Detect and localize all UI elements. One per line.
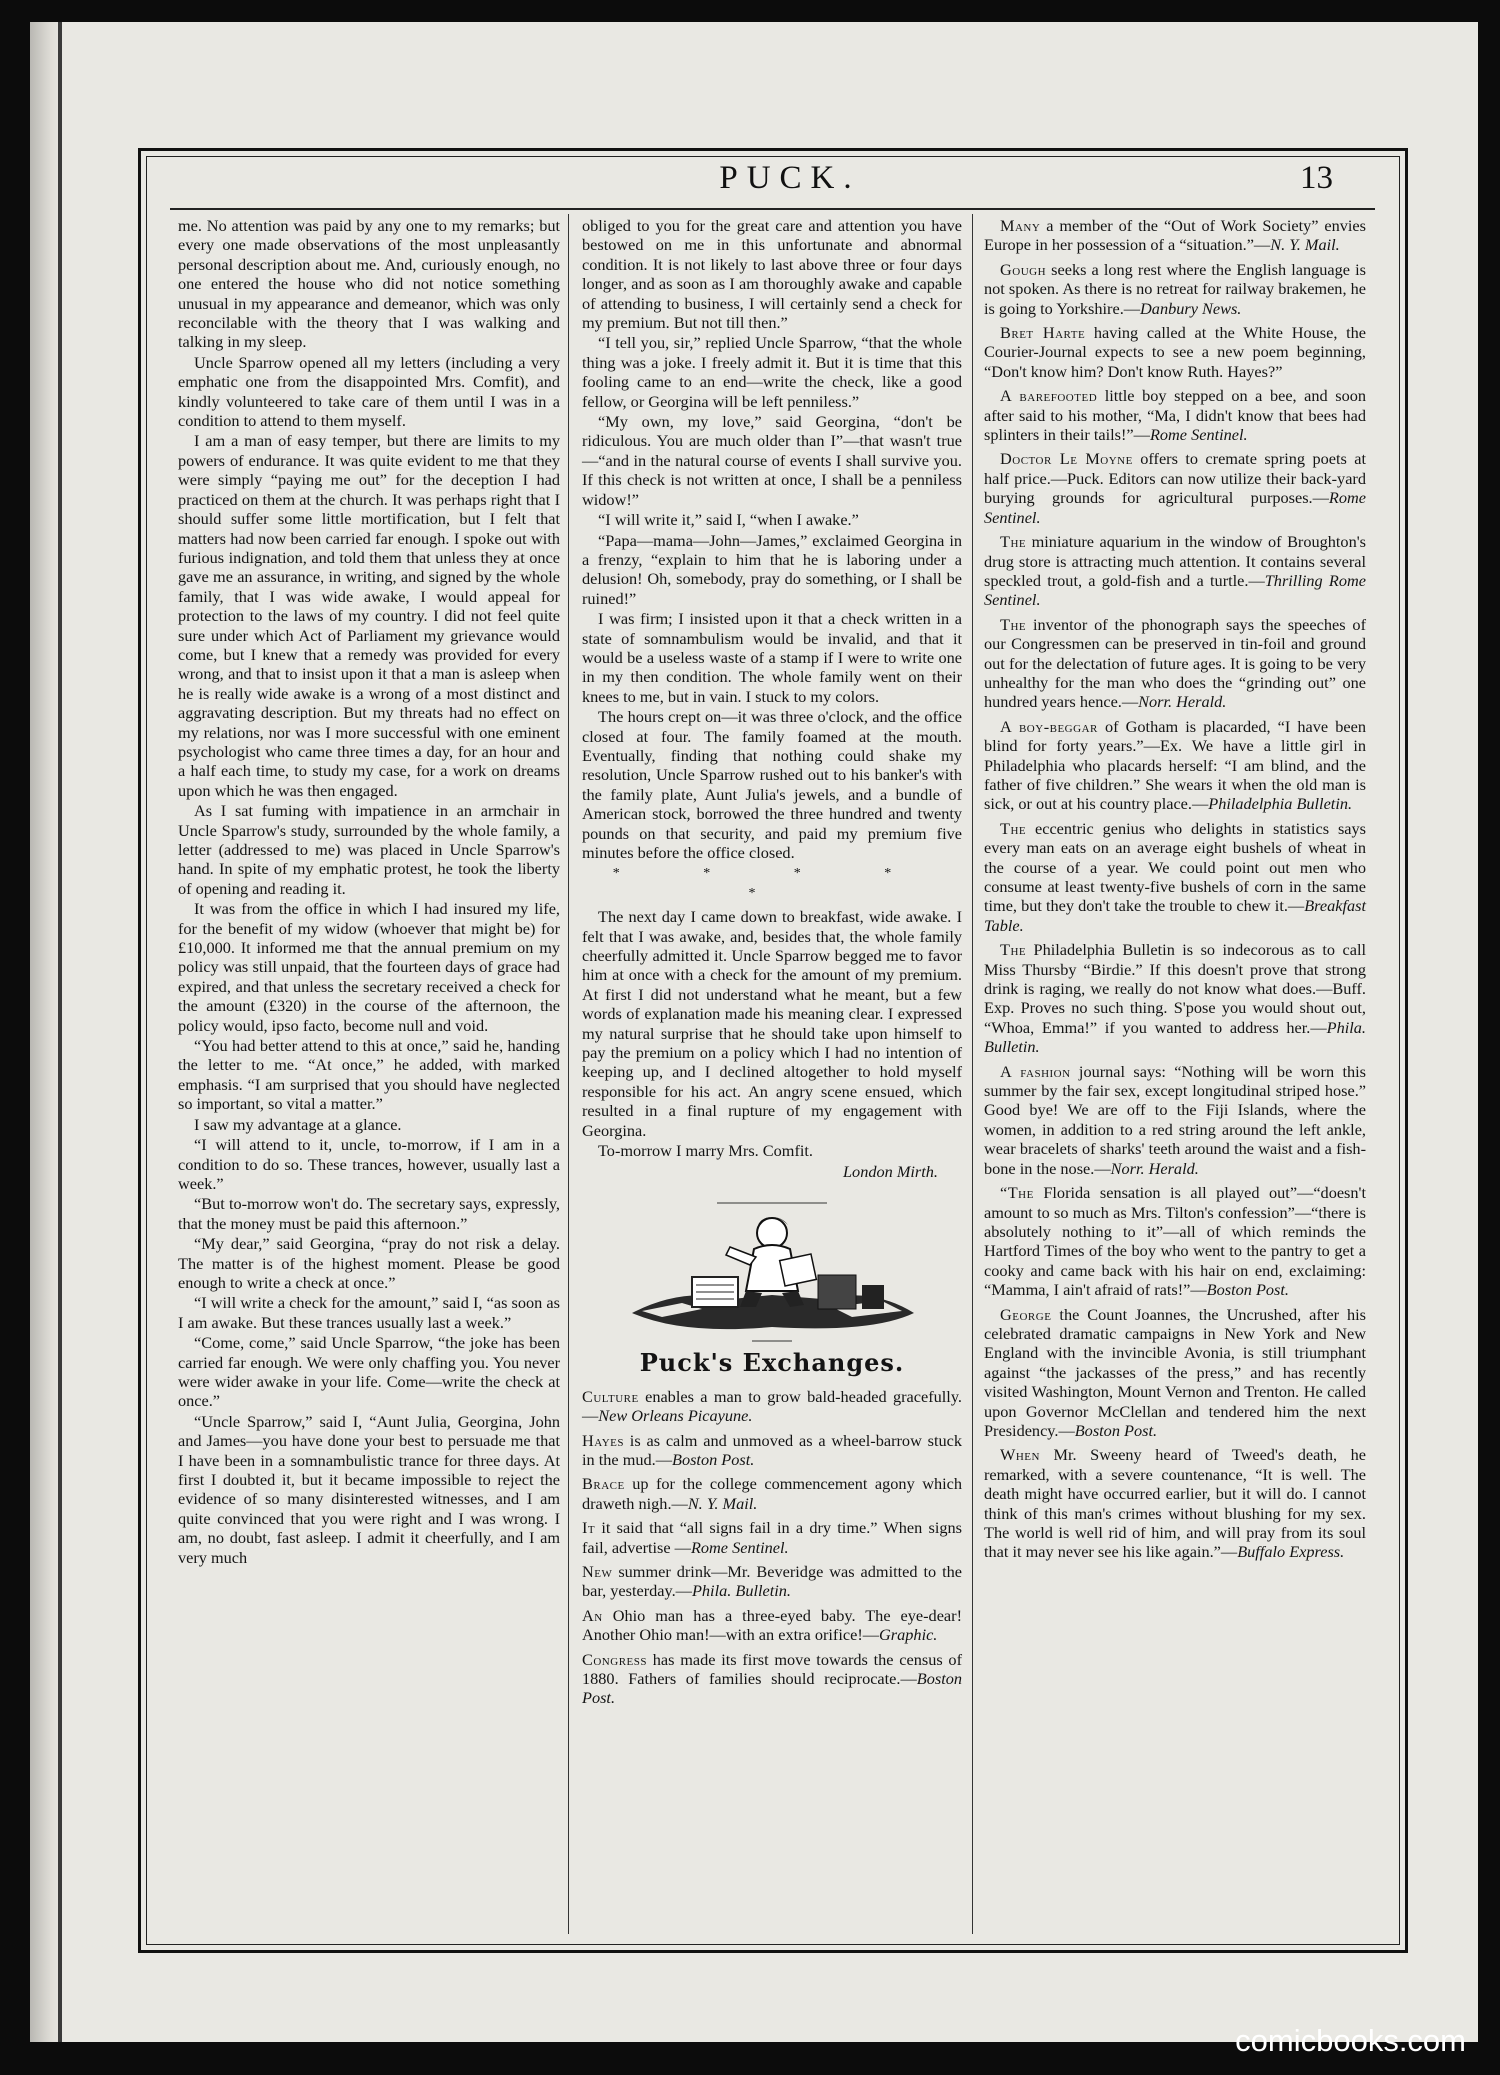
exchange-item: An Ohio man has a three-eyed baby. The eye-dear! Another Ohio man!—with an extra orifice!—Graphic. <box>582 1605 962 1645</box>
binding-edge <box>58 22 62 2042</box>
exchange-item: George the Count Joannes, the Uncrushed, after his celebrated dramatic campaigns in New York and New England with the invincible Avonia, is still triumphant against “the jackasses of the press,” and has recently visited Washington, Mount Vernon and Trenton. He called upon Governor McClellan and tendered him the next Presidency.—Boston Post. <box>984 1304 1366 1440</box>
exchanges-illustration <box>582 1195 962 1349</box>
exchange-item: “The Florida sensation is all played out”—“doesn't amount to so much as Mrs. Tilton's confession”—“there is absolutely nothing to it”—all of which reminds the Hartford Times of the boy who went to the pantry to get a cooky and came back with his hair on end, exclaiming: “Mamma, I ain't afraid of rats!”—Boston Post. <box>984 1183 1366 1300</box>
story-column-2 <box>582 216 962 1713</box>
paragraph: “My own, my love,” said Georgina, “don't be ridiculous. You are much older than I”—that wasn't true—“and in the natural course of events I shall survive you. If this check is not written at once, I shall be a penniless widow!” <box>582 412 962 509</box>
exchanges-heading: Puck's Exchanges. <box>639 1348 905 1378</box>
paragraph: I saw my advantage at a glance. <box>194 1114 402 1134</box>
paragraph: “Papa—mama—John—James,” exclaimed Georgina in a frenzy, “explain to him that he is laboring under a delusion! Oh, somebody, pray do something, or I shall be ruined!” <box>582 530 962 608</box>
exchanges-column-3 <box>984 216 1366 1567</box>
exchange-item: Gough seeks a long rest where the English language is not spoken. As there is no retreat for railway brakemen, he is going to Yorkshire.—Danbury News. <box>984 259 1366 318</box>
paragraph: “Uncle Sparrow,” said I, “Aunt Julia, Georgina, John and James—you have done your best to persuade me that I have been in a somnambulistic trance for three days. At first I doubted it, but it became impossible to reject the evidence of so many disinterested witnesses, and I am quite convinced that you were right and I was wrong. I am, no doubt, fast asleep. I admit it cheerfully, and I am very much <box>178 1411 560 1567</box>
paragraph: It was from the office in which I had insured my life, for the benefit of my widow (whoever that might be) for £10,000. It informed me that the annual premium on my policy was still unpaid, that the fourteen days of grace had expired, and that unless the secretary received a check for the amount (£320) in the course of the afternoon, the policy would, ipso facto, become null and void. <box>178 899 560 1035</box>
exchange-item: Hayes is as calm and unmoved as a wheel-barrow stuck in the mud.—Boston Post. <box>582 1430 962 1469</box>
section-break-stars: * * * * * <box>612 866 932 901</box>
exchange-item: The inventor of the phonograph says the speeches of our Congressmen can be preserved in tin-foil and ground out for the delectation of future ages. It is going to be very unhealthy for the man who does the “grinding out” one hundred years hence.—Norr. Herald. <box>984 614 1366 712</box>
exchange-item: The eccentric genius who delights in statistics says every man eats on an average eight bushels of wheat in the course of a year. We could point out men who consume at least twenty-five bushels of corn in the same time, but they don't take the trouble to chew it.—Breakfast Table. <box>984 818 1366 935</box>
masthead-title: PUCK. <box>719 160 861 196</box>
page-number: 13 <box>1300 160 1333 196</box>
paragraph: I am a man of easy temper, but there are limits to my powers of endurance. It was quite evident to me that they were simply “paying me out” for the deception I had practiced on them at the church. It was perhaps right that I should suffer some little mortification, but I felt that matters had now been carried far enough. I spoke out with furious indignation, and told them that unless they at once gave me an assurance, in writing, and signed by the whole family, that I was wide awake, I would appeal for protection to the laws of my country. I did not feel quite sure under which Act of Parliament my grievance would come, but I knew that a remedy was provided for every wrong, and that to insist upon it that a man is asleep when he is really wide awake is a wrong of a most distinct and aggravating description. But my threats had no effect on my relations, nor was I more successful with one eminent psychologist who came three times a day, for an hour and a half each time, to study my case, for a work on dreams upon which he was then engaged. <box>178 431 560 800</box>
exchange-item: When Mr. Sweeny heard of Tweed's death, he remarked, with a severe countenance, “It is well. The death might have occurred earlier, but it will do. I cannot think of this man's crimes without blushing for my sex. The world is well rid of him, and will pray from its soul that it may never see his like again.”—Buffalo Express. <box>984 1445 1366 1562</box>
exchange-item: A barefooted little boy stepped on a bee, and soon after said to his mother, “Ma, I didn't know that bees had splinters in their tails!”—Rome Sentinel. <box>984 386 1367 445</box>
exchange-item: Many a member of the “Out of Work Society” envies Europe in her possession of a “situation.”—N. Y. Mail. <box>984 216 1366 255</box>
paragraph: The hours crept on—it was three o'clock, and the office closed at four. The family foamed at the mouth. Eventually, finding that nothing could shake my resolution, Uncle Sparrow rushed out to his banker's with the family plate, Aunt Julia's jewels, and a bundle of American stock, borrowed the three hundred and twenty pounds on that security, and paid my premium five minutes before the office closed. <box>582 707 962 862</box>
story-column-1 <box>178 216 560 1568</box>
paragraph: “My dear,” said Georgina, “pray do not risk a delay. The matter is of the highest moment. Please be good enough to write a check at once.” <box>178 1234 560 1292</box>
paragraph: As I sat fuming with impatience in an armchair in Uncle Sparrow's study, surrounded by the whole family, a letter (addressed to me) was placed in Uncle Sparrow's hand. In spite of my emphatic protest, he took the liberty of opening and reading it. <box>178 801 560 898</box>
paragraph: “I will write a check for the amount,” said I, “as soon as I am awake. But these trances usually last a week.” <box>178 1293 560 1332</box>
column-rule-1 <box>568 214 569 1934</box>
exchange-item: New summer drink—Mr. Beveridge was admitted to the bar, yesterday.—Phila. Bulletin. <box>582 1561 962 1601</box>
paragraph: “You had better attend to this at once,” said he, handing the letter to me. “At once,” he added, with marked emphasis. “I am surprised that you should have neglected so important, so vital a matter.” <box>178 1036 560 1114</box>
paragraph: To-morrow I marry Mrs. Comfit. <box>598 1141 814 1161</box>
exchange-item: A boy-beggar of Gotham is placarded, “I have been blind for forty years.”—Ex. We have a little girl in Philadelphia who placards herself: “I am blind, and the father of five children.” She wears it when the old man is sick, or out at his country place.—Philadelphia Bulletin. <box>984 716 1367 814</box>
column-rule-2 <box>972 214 973 1934</box>
exchange-item: The miniature aquarium in the window of Broughton's drug store is attracting much attention. It contains several speckled trout, a gold-fish and a turtle.—Thrilling Rome Sentinel. <box>984 532 1366 610</box>
paragraph: me. No attention was paid by any one to my remarks; but every one made observations of the most unpleasantly personal description about me. And, curiously enough, no one entered the house who did not notice something unusual in my appearance and demeanor, which was only reconcilable with the theory that I was walking and talking in my sleep. <box>178 216 560 352</box>
exchange-item: Congress has made its first move towards the census of 1880. Fathers of families should reciprocate.—Boston Post. <box>582 1649 962 1708</box>
paragraph: The next day I came down to breakfast, wide awake. I felt that I was awake, and, besides that, the whole family cheerfully admitted it. Uncle Sparrow begged me to favor him at once with a check for the amount of my premium. At first I did not understand what he meant, but a few words of explanation made his meaning clear. I expressed my natural surprise that he should take upon himself to pay the premium on a policy which I had no intention of keeping up, and I declined altogether to hold myself responsible for his act. An angry scene ensued, which resulted in a final rupture of my engagement with Georgina. <box>582 907 962 1140</box>
site-watermark: comicbooks.com <box>1235 2023 1466 2058</box>
header-rule <box>170 208 1375 210</box>
paragraph: “Come, come,” said Uncle Sparrow, “the joke has been carried far enough. We were only chaffing you. You never were wider awake in your life. Come—write the check at once.” <box>178 1333 560 1411</box>
paragraph: “I will attend to it, uncle, to-morrow, if I am in a condition to do so. These trances, however, usually last a week.” <box>178 1135 560 1193</box>
story-source: London Mirth. <box>843 1161 938 1181</box>
paragraph: “But to-morrow won't do. The secretary says, expressly, that the money must be paid this afternoon.” <box>178 1194 560 1233</box>
paragraph: obliged to you for the great care and attention you have bestowed on me in this unfortunate and abnormal condition. It is not likely to last above three or four days longer, and as soon as I am thoroughly awake and capable of attending to business, I will certainly send a check for my premium. But not till then.” <box>582 216 962 333</box>
exchange-item: Brace up for the college commencement agony which draweth nigh.—N. Y. Mail. <box>582 1474 962 1513</box>
exchange-item: Doctor Le Moyne offers to cremate spring poets at half price.—Puck. Editors can now utilize their back-yard burying grounds for agricultural purposes.—Rome Sentinel. <box>984 449 1366 527</box>
exchange-item: Culture enables a man to grow bald-headed gracefully.—New Orleans Picayune. <box>582 1386 962 1426</box>
paragraph: “I tell you, sir,” replied Uncle Sparrow, “that the whole thing was a joke. I freely admit it. But it is time that this fooling came to an end—write the check, like a good fellow, or Georgina will be left penniless.” <box>582 333 962 411</box>
paragraph: I was firm; I insisted upon it that a check written in a state of somnambulism would be invalid, and that it would be a useless waste of a stamp if I were to write one in my then condition. The whole family went on their knees to me, but in vain. I stuck to my colors. <box>582 609 962 706</box>
exchange-item: A fashion journal says: “Nothing will be worn this summer by the fair sex, except longitudinal striped hose.” Good bye! We are off to the Fiji Islands, where the women, in addition to a red string around the left ankle, wear bracelets of sharks' teeth around the waist and a fish-bone in the nose.—Norr. Herald. <box>984 1061 1366 1178</box>
paragraph: Uncle Sparrow opened all my letters (including a very emphatic one from the disappointed Mrs. Comfit), and kindly volunteered to take care of them until I was in a condition to attend to them myself. <box>178 352 560 431</box>
cherub-reading-papers-icon <box>622 1195 922 1345</box>
paragraph: “I will write it,” said I, “when I awake.” <box>598 510 859 530</box>
exchange-item: It it said that “all signs fail in a dry time.” When signs fail, advertise —Rome Sentinel. <box>582 1518 962 1557</box>
exchange-item: The Philadelphia Bulletin is so indecorous as to call Miss Thursby “Birdie.” If this doesn't prove that strong drink is raging, we really do not know what does.—Buff. Exp. Proves no such thing. S'pose you would shout out, “Whoa, Emma!” if you wanted to address her.—Phila. Bulletin. <box>984 940 1366 1057</box>
exchange-item: Bret Harte having called at the White House, the Courier-Journal expects to see a new poem beginning, “Don't know him? Don't know Ruth. Hayes?” <box>984 323 1366 381</box>
